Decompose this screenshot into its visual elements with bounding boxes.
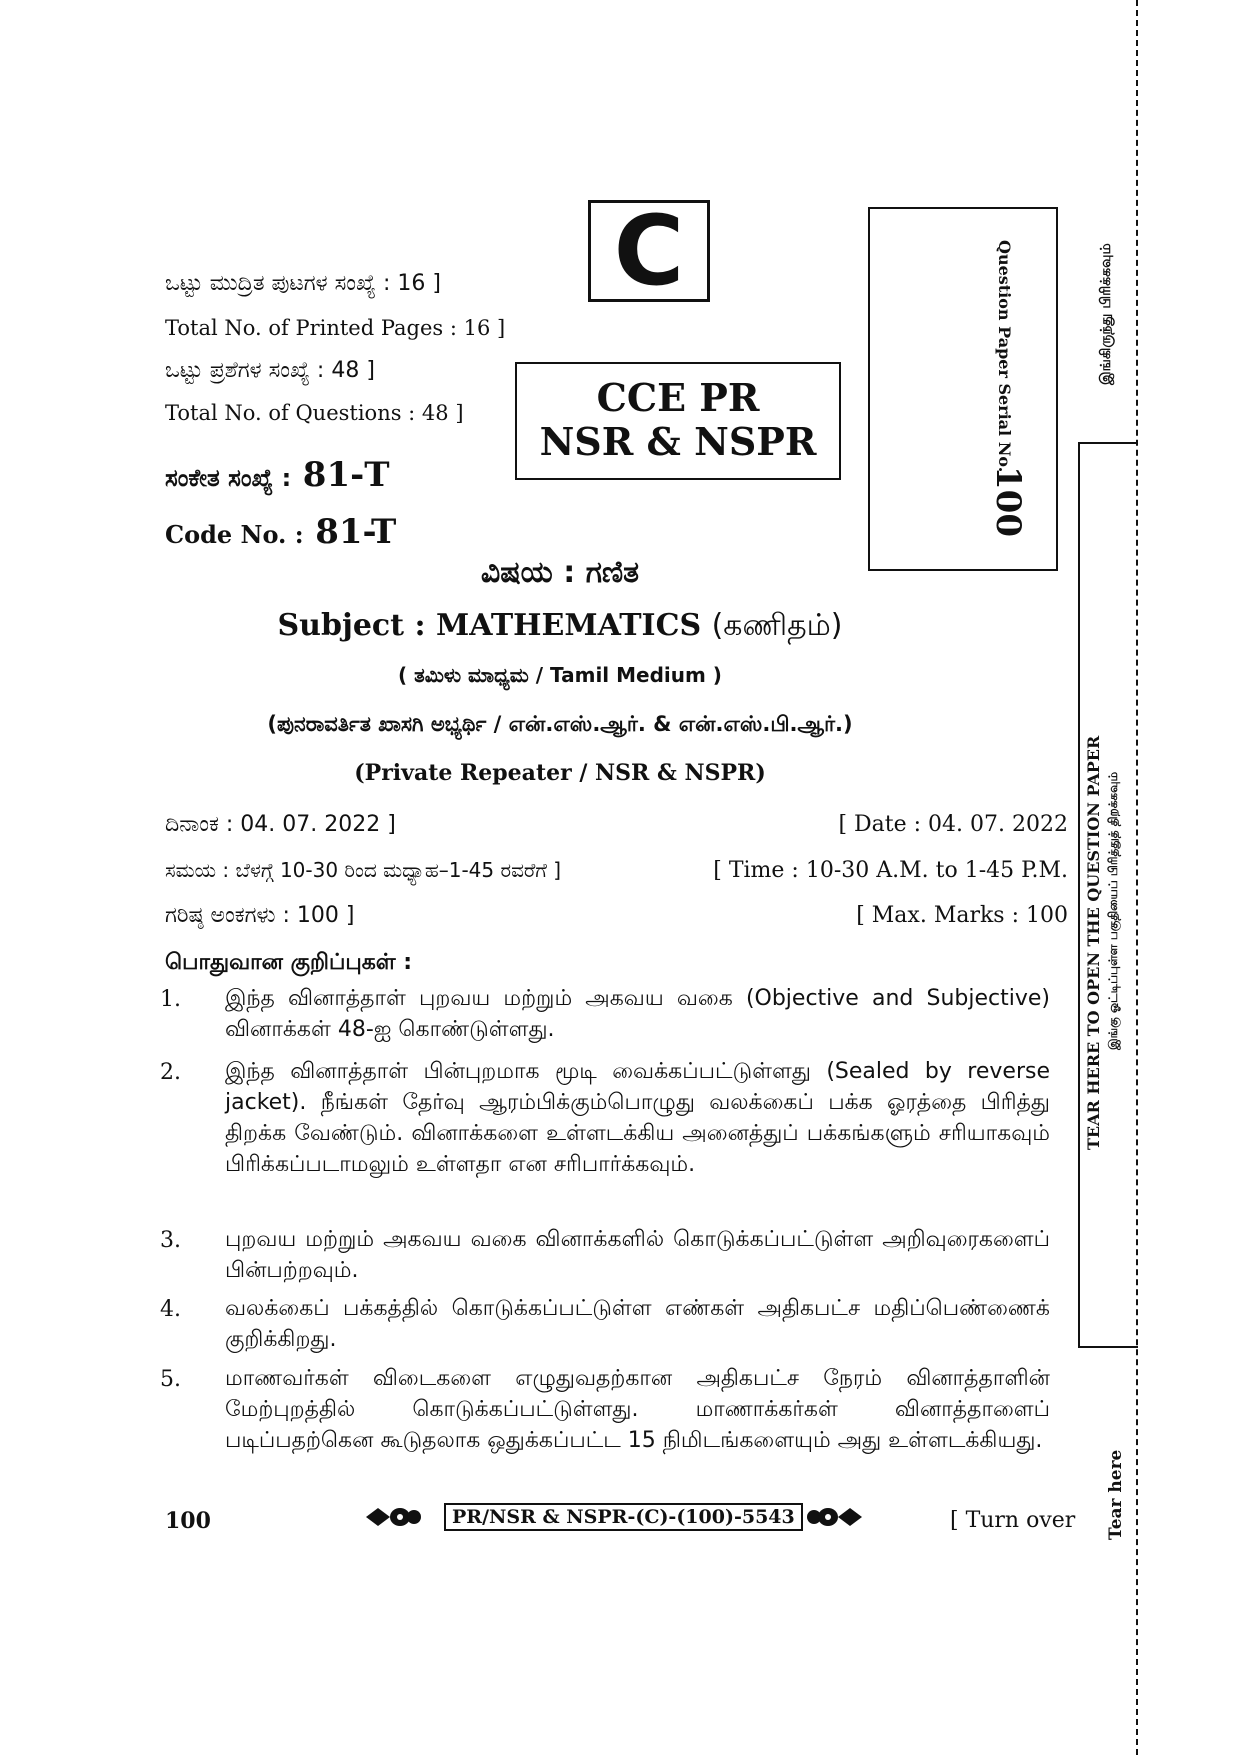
kn-code-row	[165, 455, 390, 495]
instruction-number: 4.	[160, 1297, 181, 1322]
serial-number-block	[988, 240, 1032, 540]
subject-row	[0, 608, 1120, 647]
instruction-text: மாணவர்கள் விடைகளை எழுதுவதற்கான அதிகபட்ச நேரம் வினாத்தாளின் மேற்புறத்தில் கொடுக்கப்பட்டுள்ளது. மாணாக்கர்கள் வினாத்தாளைப் படிப்பதற்கென கூடுதலாக ஒதுக்கப்பட்ட 15 நிமிடங்களையும் அது உள்ளடக்கியது.	[225, 1366, 1050, 1453]
instruction-number: 2.	[160, 1060, 181, 1085]
subject-kannada: ವಿಷಯ : ಗಣಿತ	[480, 555, 640, 590]
en-code-row	[165, 512, 396, 552]
medium-line: ( ತಮಿಳು ಮಾಧ್ಯಮ / Tamil Medium )	[398, 663, 722, 687]
tear-main-tamil: இங்கு ஓட்டிப்புள்ள பகுதியைப் பிரித்துத் திறக்கவும்	[1106, 771, 1120, 1050]
instruction-text: இந்த வினாத்தாள் பின்புறமாக மூடி வைக்கப்பட்டுள்ளது (Sealed by reverse jacket). நீங்கள் தேர்வு ஆரம்பிக்கும்பொழுது வலக்கைப் பக்க ஓரத்தை பிரித்து திறக்க வேண்டும். வினாக்களை உள்ளடக்கிய அனைத்துப் பக்கங்களும் சரியாகவும் பிரிக்கப்படாமலும் உள்ளதா என சரிபார்க்கவும்.	[225, 1059, 1050, 1177]
subject-english: Subject : MATHEMATICS	[277, 608, 702, 643]
category-local: (ಪುನರಾವರ್ತಿತ ಖಾಸಗಿ ಅಭ್ಯರ್ಥಿ / என்.எஸ்.ஆர். & என்.எஸ்.பி.ஆர்.)	[267, 712, 853, 736]
en-max-marks: [ Max. Marks : 100	[856, 903, 1068, 928]
instruction-text: புறவய மற்றும் அகவய வகை வினாக்களில் கொடுக்கப்பட்டுள்ள அறிவுரைகளைப் பின்பற்றவும்.	[225, 1227, 1050, 1283]
tear-bottom-block[interactable]	[1106, 1440, 1136, 1560]
instruction-number: 5.	[160, 1367, 181, 1392]
instruction-number: 3.	[160, 1228, 181, 1253]
exam-type-line2: NSR & NSPR	[539, 419, 817, 464]
instruction-text: வலக்கைப் பக்கத்தில் கொடுக்கப்பட்டுள்ள எண்கள் அதிகபட்ச மதிப்பெண்ணைக் குறிக்கிறது.	[225, 1296, 1050, 1352]
instruction-number: 1.	[160, 987, 181, 1012]
set-letter: C	[613, 195, 685, 307]
kn-code-value: 81-T	[302, 455, 390, 495]
kn-date: ದಿನಾಂಕ : 04. 07. 2022 ]	[165, 812, 396, 837]
exam-type-line1: CCE PR	[596, 375, 760, 420]
kn-printed-pages: ಒಟ್ಟು ಮುದ್ರಿತ ಪುಟಗಳ ಸಂಖ್ಯೆ : 16 ]	[165, 271, 441, 296]
en-time: [ Time : 10-30 A.M. to 1-45 P.M.	[713, 858, 1068, 883]
subject-tamil: (கணிதம்)	[711, 608, 843, 643]
en-code-value: 81-T	[315, 512, 397, 552]
en-total-questions: Total No. of Questions : 48 ]	[165, 401, 464, 425]
serial-value: 100	[988, 466, 1028, 537]
right-ornament-icon	[806, 1502, 864, 1532]
set-letter-box	[588, 195, 710, 307]
footer-page-code: 100	[165, 1508, 211, 1534]
kn-code-label: ಸಂಕೇತ ಸಂಖ್ಯೆ :	[165, 464, 292, 492]
en-printed-pages: Total No. of Printed Pages : 16 ]	[165, 316, 506, 340]
left-ornament-icon	[364, 1502, 422, 1532]
tear-here-text: Tear here	[1106, 1449, 1126, 1540]
kn-total-questions: ಒಟ್ಟು ಪ್ರಶೆಗಳ ಸಂಖ್ಯೆ : 48 ]	[165, 358, 375, 383]
tear-main-block[interactable]	[1080, 660, 1140, 1160]
tear-top-block	[1098, 205, 1138, 395]
category-english: (Private Repeater / NSR & NSPR)	[354, 760, 766, 786]
kn-time: ಸಮಯ : ಬೆಳಗ್ಗೆ 10-30 ರಿಂದ ಮಧ್ಯಾಹ–1-45 ರವರೆಗೆ ]	[165, 858, 562, 882]
tear-main-english: TEAR HERE TO OPEN THE QUESTION PAPER	[1084, 735, 1103, 1150]
footer-paper-code: PR/NSR & NSPR-(C)-(100)-5543	[444, 1503, 803, 1531]
instruction-text: இந்த வினாத்தாள் புறவய மற்றும் அகவய வகை (Objective and Subjective) வினாக்கள் 48-ஐ கொண்டுள்ளது.	[225, 986, 1050, 1042]
exam-type-box	[515, 362, 841, 480]
tear-top-tamil: இங்கிருந்து பிரிக்கவும்	[1098, 243, 1114, 385]
en-code-label: Code No. :	[165, 520, 304, 549]
instructions-heading: பொதுவான குறிப்புகள் :	[165, 950, 413, 975]
en-date: [ Date : 04. 07. 2022	[838, 812, 1068, 837]
serial-label: Question Paper Serial No.	[995, 240, 1014, 473]
turn-over-text: [ Turn over	[950, 1508, 1076, 1533]
kn-max-marks: ಗರಿಷ್ಠ ಅಂಕಗಳು : 100 ]	[165, 903, 355, 928]
